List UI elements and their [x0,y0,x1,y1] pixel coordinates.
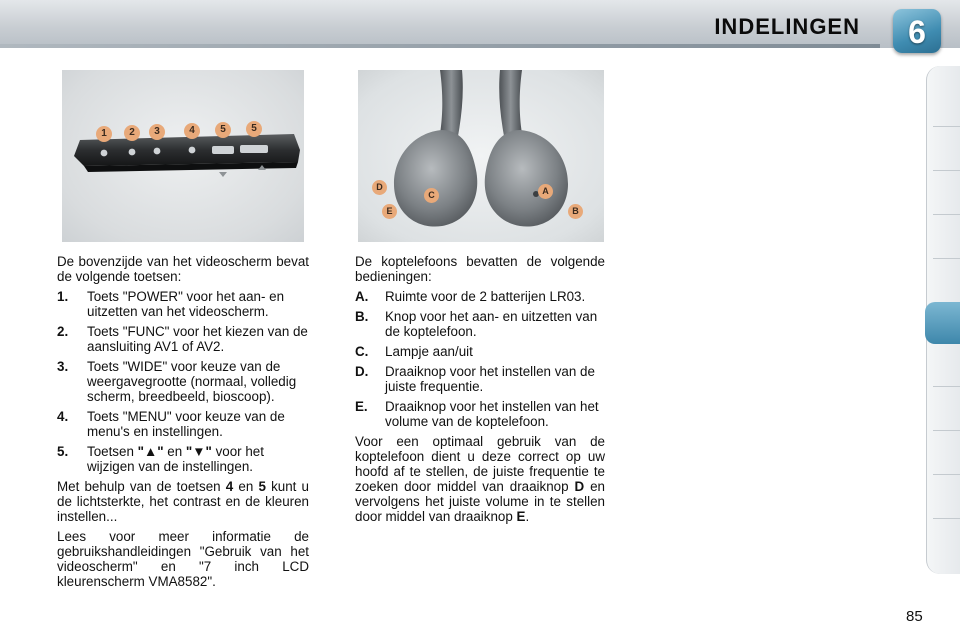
text-run: kunt u de lichtsterkte, het contrast en de kleuren instellen... [57,479,310,524]
arrow-up-symbol: "▲" [137,444,164,459]
item-number: 5. [57,444,69,459]
text-run: en vervolgens het juiste volume in te stellen door middel van draaiknop [355,479,605,524]
tab-divider [933,474,960,475]
list-item [355,289,605,304]
screen-callout-4: 4 [184,123,200,139]
item-letter: C. [355,344,369,359]
list-item [355,399,605,429]
list-item [57,289,309,319]
tab-divider [933,214,960,215]
list-item [57,324,309,354]
screen-callout-5a: 5 [215,122,231,138]
item-text: Draaiknop voor het instellen van de juiste frequentie. [385,364,595,394]
item-number: 4. [57,409,69,424]
section-title: INDELINGEN [714,14,860,39]
screen-callout-1: 1 [96,126,112,142]
headphone-callout-A: A [538,184,553,199]
key-ref: 5 [258,479,266,494]
right-paragraph [355,434,605,524]
tab-divider [933,430,960,431]
item-text: Ruimte voor de 2 batterijen LR03. [385,289,586,304]
arrow-down-symbol: "▼" [185,444,212,459]
list-item [355,344,605,359]
headphone-callout-C: C [424,188,439,203]
item-text: Draaiknop voor het instellen van het volume van de koptelefoon. [385,399,599,429]
item-text-post: voor het wijzigen van de instellingen. [87,444,264,474]
left-paragraph-2: Lees voor meer informatie de gebruikshandleidingen "Gebruik van het videoscherm" en "7 inch LCD kleurenscherm VMA8582". [57,529,309,589]
item-text: Lampje aan/uit [385,344,473,359]
tab-divider [933,386,960,387]
item-number: 3. [57,359,69,374]
headphone-callout-B: B [568,204,583,219]
item-number: 1. [57,289,69,304]
chapter-tab-strip [926,66,960,574]
text-run: . [525,509,530,524]
list-item [57,444,309,474]
item-text-mid: en [163,444,186,459]
list-item [57,409,309,439]
chapter-tab-active[interactable] [925,302,960,344]
item-letter: A. [355,289,369,304]
headphones-photo [358,70,604,242]
left-column [57,254,309,594]
item-letter: D. [355,364,369,379]
video-screen-illustration [62,70,304,242]
tab-divider [933,170,960,171]
tab-divider [933,126,960,127]
left-intro: De bovenzijde van het videoscherm bevat de volgende toetsen: [57,254,309,284]
headphone-callout-D: D [372,180,387,195]
item-number: 2. [57,324,69,339]
header-stripe [0,44,880,48]
chapter-badge: 6 [893,9,941,53]
text-run: en [233,479,259,494]
left-paragraph-1 [57,479,309,524]
screen-callout-2: 2 [124,125,140,141]
key-ref: E [516,509,526,524]
page-number: 85 [906,608,923,625]
item-text: Toets "WIDE" voor keuze van de weergavegrootte (normaal, volledig scherm, breedbeeld, bioscoop). [87,359,297,404]
right-intro: De koptelefoons bevatten de volgende bedieningen: [355,254,605,284]
screen-callout-5b: 5 [246,121,262,137]
text-run: Met behulp van de toetsen [57,479,226,494]
item-text: Toets "MENU" voor keuze van de menu's en instellingen. [87,409,285,439]
item-text: Toets "POWER" voor het aan- en uitzetten van het videoscherm. [87,289,285,319]
list-item [57,359,309,404]
screen-callout-3: 3 [149,124,165,140]
item-letter: B. [355,309,369,324]
text-run: Voor een optimaal gebruik van de koptelefoon dient u deze correct op uw hoofd af te stellen, de juiste frequentie te zoeken door middel van draaiknop [355,434,605,494]
key-ref: 4 [225,479,234,494]
headphone-callout-E: E [382,204,397,219]
item-text: Toets "FUNC" voor het kiezen van de aansluiting AV1 of AV2. [87,324,308,354]
list-item [355,309,605,339]
item-text-pre: Toetsen [87,444,138,459]
video-screen-photo [62,70,304,242]
right-column [355,254,605,529]
key-ref: D [574,479,585,494]
tab-divider [933,518,960,519]
item-letter: E. [355,399,368,414]
item-text: Knop voor het aan- en uitzetten van de koptelefoon. [385,309,598,339]
tab-divider [933,258,960,259]
list-item [355,364,605,394]
